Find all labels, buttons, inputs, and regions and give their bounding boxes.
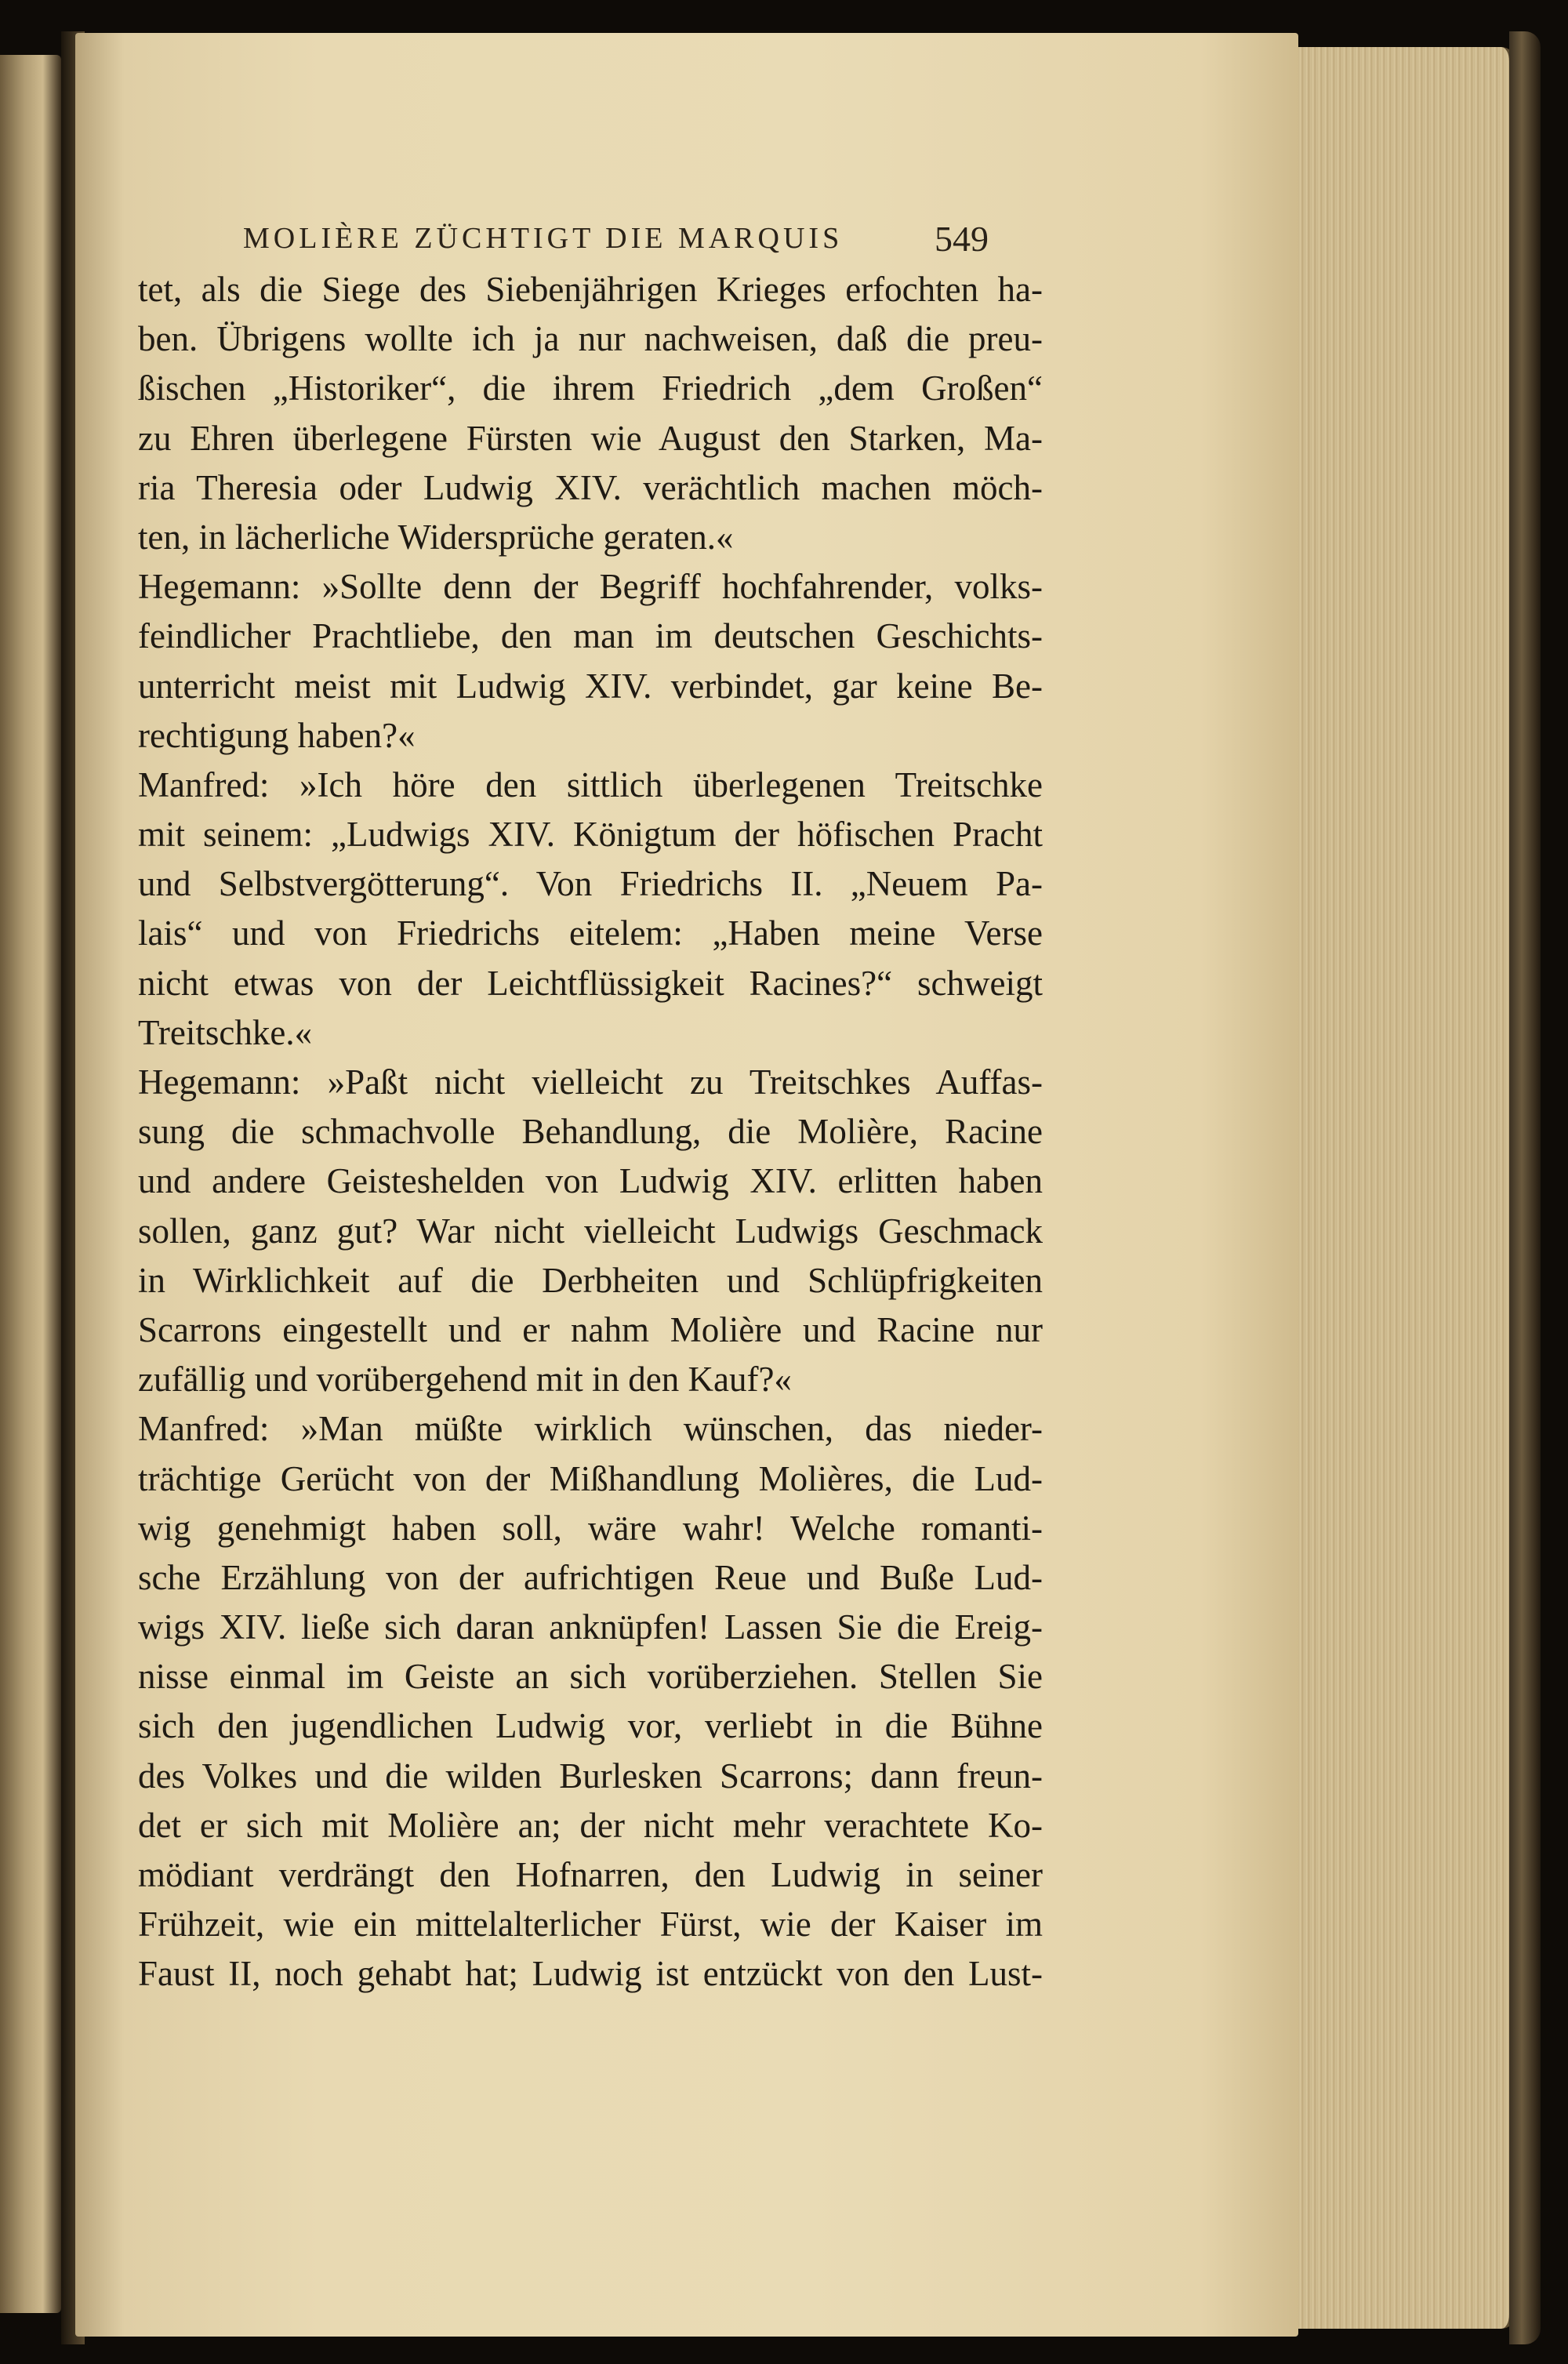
text-line: feindlicher Prachtliebe, den man im deutschen Geschichts- bbox=[138, 616, 1043, 656]
text-line: in Wirklichkeit auf die Derbheiten und Schlüpfrigkeiten bbox=[138, 1260, 1043, 1300]
text-line: zu Ehren überlegene Fürsten wie August den Starken, Ma- bbox=[138, 418, 1043, 458]
text-line: ben. Übrigens wollte ich ja nur nachweisen, daß die preu- bbox=[138, 319, 1043, 359]
text-line: sollen, ganz gut? War nicht vielleicht Ludwigs Geschmack bbox=[138, 1211, 1043, 1251]
text-line: Manfred: »Ich höre den sittlich überlegenen Treitschke bbox=[138, 764, 1043, 804]
text-line: nicht etwas von der Leichtflüssigkeit Racines?“ schweigt bbox=[138, 963, 1043, 1003]
text-line: trächtige Gerücht von der Mißhandlung Molières, die Lud- bbox=[138, 1458, 1043, 1498]
text-line: ria Theresia oder Ludwig XIV. verächtlich machen möch- bbox=[138, 467, 1043, 507]
text-line: sche Erzählung von der aufrichtigen Reue und Buße Lud- bbox=[138, 1557, 1043, 1597]
text-line: Treitschke.« bbox=[138, 1012, 313, 1052]
text-line: des Volkes und die wilden Burlesken Scarrons; dann freun- bbox=[138, 1756, 1043, 1796]
text-line: tet, als die Siege des Siebenjährigen Krieges erfochten ha- bbox=[138, 270, 1043, 309]
text-line: det er sich mit Molière an; der nicht mehr verachtete Ko- bbox=[138, 1805, 1043, 1845]
text-line: und andere Geisteshelden von Ludwig XIV. erlitten haben bbox=[138, 1161, 1043, 1201]
body-text bbox=[138, 265, 1043, 1999]
text-line: Manfred: »Man müßte wirklich wünschen, das nieder- bbox=[138, 1409, 1043, 1449]
text-line: lais“ und von Friedrichs eitelem: „Haben meine Verse bbox=[138, 913, 1043, 953]
page-block-edges bbox=[1286, 47, 1515, 2329]
text-line: sich den jugendlichen Ludwig vor, verliebt in die Bühne bbox=[138, 1706, 1043, 1746]
text-line: und Selbstvergötterung“. Von Friedrichs II. „Neuem Pa- bbox=[138, 864, 1043, 904]
text-line: zufällig und vorübergehend mit in den Kauf?« bbox=[138, 1360, 792, 1400]
text-line: mödiant verdrängt den Hofnarren, den Ludwig in seiner bbox=[138, 1855, 1043, 1894]
running-title: MOLIÈRE ZÜCHTIGT DIE MARQUIS bbox=[243, 222, 844, 255]
text-line: wig genehmigt haben soll, wäre wahr! Welche romanti- bbox=[138, 1508, 1043, 1548]
text-line: Scarrons eingestellt und er nahm Molière und Racine nur bbox=[138, 1309, 1043, 1349]
book-cover-edge bbox=[1509, 31, 1541, 2344]
text-line: wigs XIV. ließe sich daran anknüpfen! Lassen Sie die Ereig- bbox=[138, 1607, 1043, 1647]
text-line: Faust II, noch gehabt hat; Ludwig ist entzückt von den Lust- bbox=[138, 1954, 1043, 1994]
text-line: Frühzeit, wie ein mittelalterlicher Fürst, wie der Kaiser im bbox=[138, 1905, 1043, 1945]
text-line: mit seinem: „Ludwigs XIV. Königtum der höfischen Pracht bbox=[138, 815, 1043, 855]
text-line: unterricht meist mit Ludwig XIV. verbindet, gar keine Be- bbox=[138, 666, 1043, 706]
text-line: ßischen „Historiker“, die ihrem Friedrich „dem Großen“ bbox=[138, 369, 1043, 409]
text-line: rechtigung haben?« bbox=[138, 715, 416, 755]
text-line: ten, in lächerliche Widersprüche geraten.« bbox=[138, 517, 734, 557]
page-number: 549 bbox=[935, 219, 989, 259]
text-line: nisse einmal im Geiste an sich vorüberziehen. Stellen Sie bbox=[138, 1657, 1043, 1697]
text-line: Hegemann: »Sollte denn der Begriff hochfahrender, volks- bbox=[138, 567, 1043, 607]
text-line: Hegemann: »Paßt nicht vielleicht zu Treitschkes Auffas- bbox=[138, 1062, 1043, 1102]
facing-page-edge bbox=[0, 55, 61, 2313]
text-line: sung die schmachvolle Behandlung, die Molière, Racine bbox=[138, 1112, 1043, 1152]
